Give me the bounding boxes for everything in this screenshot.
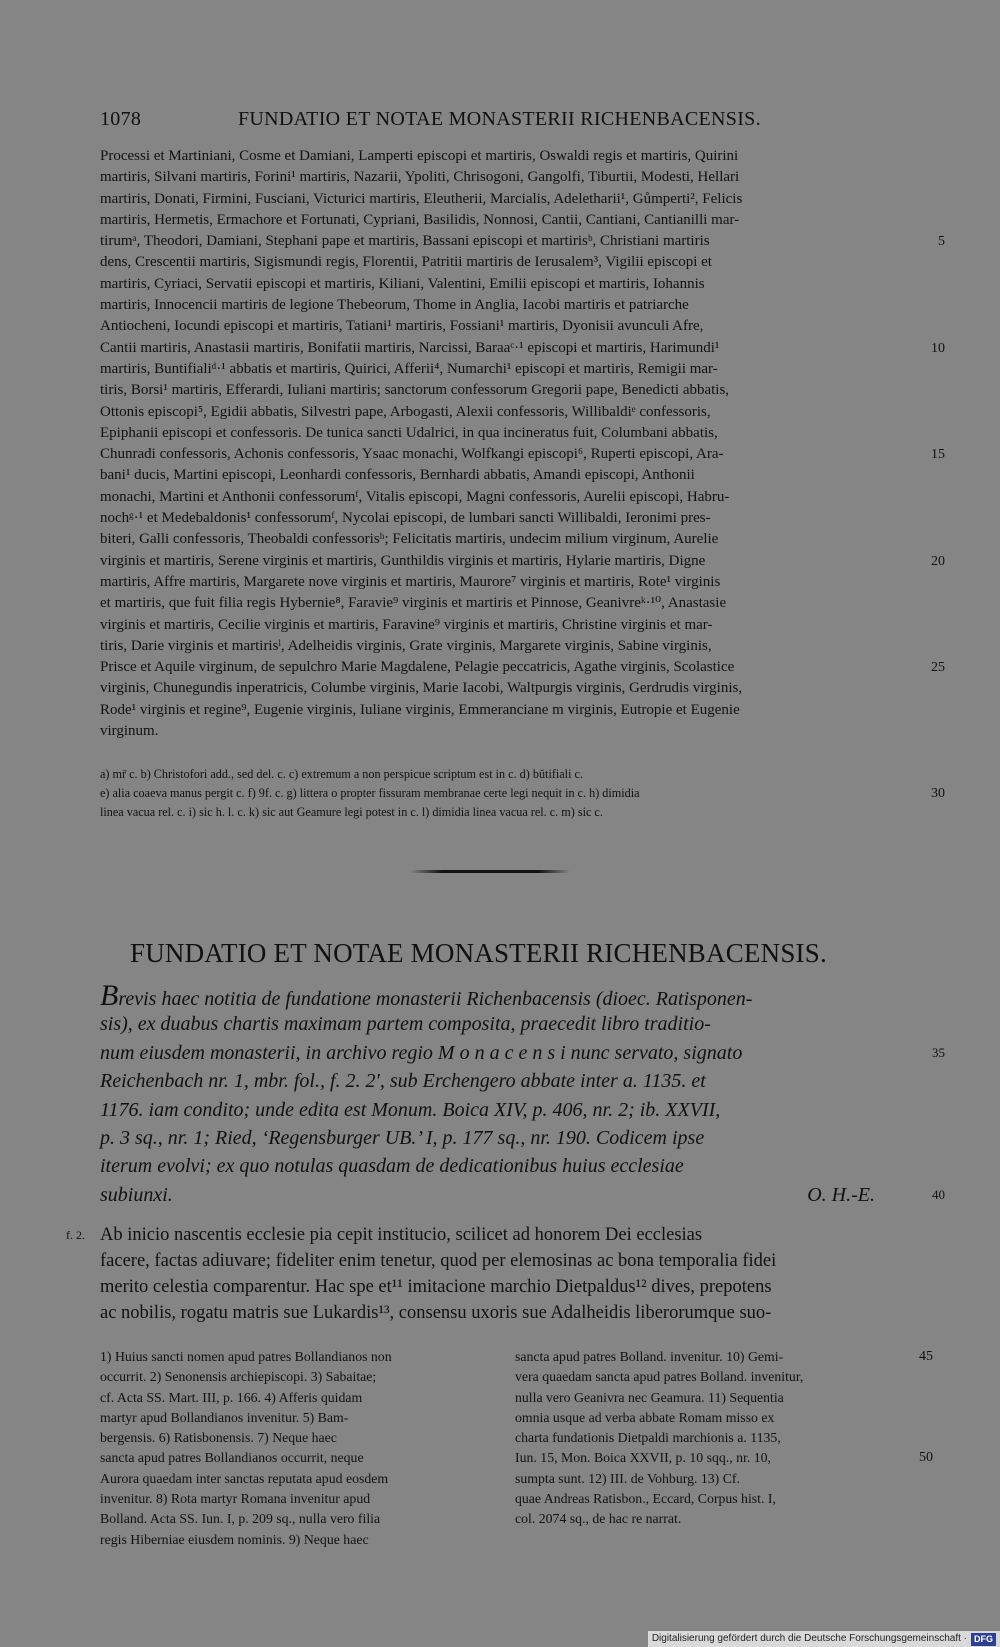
footnote-line bbox=[515, 1347, 933, 1367]
intro-line bbox=[100, 1181, 945, 1209]
footnote-line bbox=[100, 1408, 500, 1428]
litany-line bbox=[100, 444, 945, 465]
litany-line bbox=[100, 657, 945, 678]
footnote-text: 1) Huius sancti nomen apud patres Bollandianos non bbox=[100, 1349, 392, 1364]
footnote-line bbox=[515, 1428, 915, 1448]
footnote-text: cf. Acta SS. Mart. III, p. 166. 4) Afferis quidam bbox=[100, 1389, 363, 1405]
litany-line-text: martiris, Buntifialiᵈ·¹ abbatis et martiris, Quirici, Afferii⁴, Numarchi¹ episcopi et martiris, Remigii mar- bbox=[100, 360, 718, 377]
litany-line-text: Chunradi confessoris, Achonis confessoris, Ysaac monachi, Wolfkangi episcopi⁶, Ruperti episcopi, Ara- bbox=[100, 446, 724, 463]
litany-line-text: Cantii martiris, Anastasii martiris, Bonifatii martiris, Narcissi, Baraaᶜ·¹ episcopi et martiris, Harimundi¹ bbox=[100, 339, 720, 356]
intro-line-text: p. 3 sq., nr. 1; Ried, ‘Regensburger UB.’ I, p. 177 sq., nr. 190. Codicem ipse bbox=[100, 1126, 705, 1149]
litany-line-text: Rode¹ virginis et regine⁹, Eugenie virginis, Iuliane virginis, Emmeranciane m virginis, Eutropie et Eugenie bbox=[100, 701, 740, 718]
footnote-text: col. 2074 sq., de hac re narrat. bbox=[515, 1511, 682, 1527]
text-line-text: ac nobilis, rogatu matris sue Lukardis¹³, consensu uxoris sue Adalheidis liberorumque suo- bbox=[100, 1303, 772, 1323]
litany-line bbox=[100, 465, 915, 486]
litany-line bbox=[100, 615, 915, 636]
litany-line-text: virginis et martiris, Cecilie virginis et martiris, Faravine⁹ virginis et martiris, Christine virginis et mar- bbox=[100, 616, 713, 633]
footnote-line bbox=[515, 1448, 933, 1468]
intro-line-text: 1176. iam condito; unde edita est Monum. Boica XIV, p. 406, nr. 2; ib. XXVII, bbox=[100, 1098, 721, 1121]
litany-line-text: Antiocheni, Iocundi episcopi et martiris, Tatiani¹ martiris, Fossiani¹ martiris, Dyonisii avunculi Afre, bbox=[100, 318, 704, 335]
footnote-line bbox=[515, 1469, 915, 1489]
apparatus-line-text: a) mr̄ c. b) Christofori add., sed del. c. c) extremum a non perspicue scriptum est in c. d) bŭtifiali c. bbox=[100, 767, 583, 781]
litany-line-text: Processi et Martiniani, Cosme et Damiani, Lamperti episcopi et martiris, Oswaldi regis et martiris, Quirini bbox=[100, 148, 739, 164]
footnote-line bbox=[100, 1428, 500, 1448]
intro-line-text: revis haec notitia de fundatione monasterii Richenbacensis (dioec. Ratisponen- bbox=[118, 988, 753, 1010]
line-number: 30 bbox=[931, 786, 945, 801]
line-number: 50 bbox=[919, 1450, 933, 1466]
litany-line-text: martiris, Hermetis, Ermachore et Fortunati, Cypriani, Basilidis, Nonnosi, Cantii, Cantiani, Cantianilli mar- bbox=[100, 211, 740, 228]
intro-line bbox=[100, 1067, 915, 1095]
intro-line bbox=[100, 1124, 915, 1152]
litany-line bbox=[100, 274, 915, 295]
footnote-text: Iun. 15, Mon. Boica XXVII, p. 10 sqq., nr. 10, bbox=[515, 1450, 771, 1466]
litany-line bbox=[100, 167, 915, 188]
folio-margin-note: f. 2. bbox=[66, 1228, 85, 1242]
litany-line-text: Prisce et Aquile virginum, de sepulchro Marie Magdalene, Pelagie peccatricis, Agathe virginis, Scolastice bbox=[100, 659, 735, 676]
footnote-line bbox=[515, 1509, 915, 1529]
intro-line bbox=[100, 979, 915, 1012]
text-line-text: merito celestia comparentur. Hac spe et¹¹ imitacione marchio Dietpaldus¹² dives, prepotens bbox=[100, 1277, 772, 1297]
apparatus-line-text: linea vacua rel. c. i) sic h. l. c. k) sic aut Geamure legi potest in c. l) dimidia linea vacua rel. c. m) sic c. bbox=[100, 805, 603, 819]
footnote-text: regis Hiberniae eiusdem nominis. 9) Neque haec bbox=[100, 1531, 369, 1547]
drop-capital: B bbox=[100, 979, 119, 1012]
litany-line bbox=[100, 189, 915, 210]
footnote-text: martyr apud Bollandianos invenitur. 5) Bam- bbox=[100, 1409, 349, 1425]
footnote-text: sumpta sunt. 12) III. de Vohburg. 13) Cf. bbox=[515, 1470, 740, 1486]
litany-line-text: nochᵍ·¹ et Medebaldonis¹ confessorumᶠ, Nycolai episcopi, de lumbari sancti Willibaldi, Ieronimi pres- bbox=[100, 510, 711, 527]
apparatus-line bbox=[100, 803, 915, 822]
footnote-text: Bolland. Acta SS. Iun. I, p. 209 sq., nulla vero filia bbox=[100, 1511, 381, 1527]
litany-line-text: et martiris, que fuit filia regis Hybernie⁸, Faravie⁹ virginis et martiris et Pinnose, Geanivreᵏ·¹⁰, Anastasie bbox=[100, 595, 727, 612]
intro-line bbox=[100, 1152, 915, 1180]
footnote-text: sancta apud patres Bolland. invenitur. 10) Gemi- bbox=[515, 1349, 784, 1364]
apparatus-line bbox=[100, 765, 915, 784]
litany-line bbox=[100, 636, 915, 657]
intro-line-text: sis), ex duabus chartis maximam partem composita, praecedit libro traditio- bbox=[100, 1013, 711, 1036]
text-line bbox=[100, 1300, 915, 1326]
litany-line bbox=[100, 359, 915, 380]
footnote-line bbox=[515, 1489, 915, 1509]
intro-line bbox=[100, 1039, 945, 1067]
footnote-line bbox=[515, 1367, 915, 1387]
footnote-line bbox=[100, 1367, 500, 1387]
line-number: 45 bbox=[919, 1349, 933, 1364]
running-title: FUNDATIO ET NOTAE MONASTERII RICHENBACENSIS. bbox=[238, 108, 761, 130]
litany-line-text: Epiphanii episcopi et confessoris. De tunica sancti Udalrici, in qua incineratus fuit, Columbani abbatis, bbox=[100, 424, 718, 441]
line-number: 25 bbox=[931, 660, 945, 676]
line-number: 5 bbox=[938, 234, 945, 250]
litany-line-text: martiris, Cyriaci, Servatii episcopi et martiris, Kiliani, Valentini, Emilii episcopi et martiris, Iohannis bbox=[100, 275, 705, 292]
footnotes-right-column bbox=[515, 1347, 933, 1530]
footnotes-left-column bbox=[100, 1347, 500, 1550]
litany-line bbox=[100, 551, 945, 572]
intro-line-text: num eiusdem monasterii, in archivo regio M o n a c e n s i nunc servato, signato bbox=[100, 1041, 743, 1064]
footnote-text: quae Andreas Ratisbon., Eccard, Corpus hist. I, bbox=[515, 1491, 776, 1507]
litany-line-text: martiris, Silvani martiris, Forini¹ martiris, Nazarii, Ypoliti, Chrisogoni, Gangolfi, Tiburtii, Modesti, Hellari bbox=[100, 169, 740, 186]
litany-line-text: monachi, Martini et Anthonii confessorumᶠ, Vitalis episcopi, Magni confessoris, Aurelii episcopi, Habru- bbox=[100, 488, 730, 505]
litany-line-text: tiris, Darie virginis et martirisˡ, Adelheidis virginis, Grate virginis, Margarete virginis, Sabine virginis, bbox=[100, 637, 712, 654]
footnote-line bbox=[100, 1469, 500, 1489]
footnote-text: charta fundationis Dietpaldi marchionis a. 1135, bbox=[515, 1430, 781, 1446]
footnote-line bbox=[515, 1388, 915, 1408]
intro-line-text: iterum evolvi; ex quo notulas quasdam de dedicationibus huius ecclesiae bbox=[100, 1155, 684, 1178]
litany-line bbox=[100, 572, 915, 593]
charter-text bbox=[66, 1222, 915, 1326]
apparatus-line bbox=[100, 784, 945, 803]
footnote-text: bergensis. 6) Ratisbonensis. 7) Neque haec bbox=[100, 1430, 337, 1446]
litany-line bbox=[100, 338, 945, 359]
dfg-logo: DFG bbox=[971, 1633, 996, 1646]
litany-line-text: virginum. bbox=[100, 723, 159, 740]
footnote-line bbox=[100, 1388, 500, 1408]
text-line bbox=[100, 1274, 915, 1300]
litany-line bbox=[100, 231, 945, 252]
litany-line bbox=[100, 487, 915, 508]
litany-line-text: biteri, Galli confessoris, Theobaldi confessorisʰ; Felicitatis martiris, undecim milium virginum, Aurelie bbox=[100, 531, 719, 548]
footnote-line bbox=[100, 1347, 500, 1367]
critical-apparatus bbox=[100, 765, 945, 822]
litany-line bbox=[100, 593, 915, 614]
litany-line bbox=[100, 210, 915, 231]
litany-line-text: Ottonis episcopi⁵, Egidii abbatis, Silvestri pape, Arbogasti, Alexii confessoris, Willibaldiᵉ confessoris, bbox=[100, 403, 711, 420]
text-line bbox=[100, 1248, 915, 1274]
section-title: FUNDATIO ET NOTAE MONASTERII RICHENBACENSIS. bbox=[130, 938, 827, 968]
footnote-text: vera quaedam sancta apud patres Bolland. invenitur, bbox=[515, 1369, 804, 1385]
footnote-line bbox=[100, 1509, 500, 1529]
line-number: 10 bbox=[931, 340, 945, 356]
litany-line-text: martiris, Affre martiris, Margarete nove virginis et martiris, Maurore⁷ virginis et martiris, Rote¹ virginis bbox=[100, 573, 721, 590]
intro-line bbox=[100, 1010, 915, 1038]
litany-line bbox=[100, 252, 915, 273]
litany-line-text: tiris, Borsi¹ martiris, Efferardi, Iuliani martiris; sanctorum confessorum Gregorii pape, Benedicti abbatis, bbox=[100, 382, 730, 399]
line-number: 20 bbox=[931, 553, 945, 569]
footnote-text: occurrit. 2) Senonensis archiepiscopi. 3) Sabaitae; bbox=[100, 1369, 377, 1385]
litany-line-text: martiris, Innocencii martiris de legione Thebeorum, Thome in Anglia, Iacobi martiris et patriarche bbox=[100, 297, 689, 314]
footnote-line bbox=[100, 1448, 500, 1468]
litany-line bbox=[100, 508, 915, 529]
digitization-credit bbox=[648, 1631, 1000, 1647]
page-number: 1078 bbox=[100, 108, 142, 130]
litany-line bbox=[100, 529, 915, 550]
editorial-introduction bbox=[100, 979, 945, 1209]
line-number: 35 bbox=[932, 1044, 945, 1060]
litany-line bbox=[100, 700, 915, 721]
litany-line bbox=[100, 402, 915, 423]
litany-line-text: bani¹ ducis, Martini episcopi, Leonhardi confessoris, Bernhardi abbatis, Amandi episcopi, Anthonii bbox=[100, 467, 695, 484]
text-line bbox=[100, 1222, 915, 1248]
footnote-text: nulla vero Geanivra nec Geamura. 11) Sequentia bbox=[515, 1389, 784, 1405]
litany-line bbox=[100, 721, 915, 742]
litany-line-text: dens, Crescentii martiris, Sigismundi regis, Florentii, Patritii martiris de Ierusalem³, Vigilii episcopi et bbox=[100, 254, 712, 271]
section-divider-rule bbox=[410, 870, 570, 873]
litany-line-text: virginis, Chunegundis inperatricis, Columbe virginis, Marie Iacobi, Waltpurgis virginis, Gerdrudis virginis, bbox=[100, 680, 743, 697]
footnote-line bbox=[515, 1408, 915, 1428]
footnote-text: omnia usque ad verba abbate Romam misso ex bbox=[515, 1409, 775, 1425]
credit-text: Digitalisierung gefördert durch die Deutsche Forschungsgemeinschaft · bbox=[651, 1633, 967, 1644]
litany-line bbox=[100, 295, 915, 316]
intro-line bbox=[100, 1096, 915, 1124]
intro-line-text: Reichenbach nr. 1, mbr. fol., f. 2. 2′, sub Erchengero abbate inter a. 1135. et bbox=[100, 1070, 706, 1093]
litany-line bbox=[100, 380, 915, 401]
footnote-text: invenitur. 8) Rota martyr Romana invenitur apud bbox=[100, 1491, 371, 1507]
litany-line bbox=[100, 146, 915, 167]
litany-line-text: virginis et martiris, Serene virginis et martiris, Gunthildis virginis et martiris, Hylarie martiris, Digne bbox=[100, 552, 706, 569]
litany-of-saints bbox=[100, 146, 945, 742]
litany-line-text: tirumᵃ, Theodori, Damiani, Stephani pape et martiris, Bassani episcopi et martirisᵇ, Christiani martiris bbox=[100, 233, 710, 250]
line-number: 40 bbox=[932, 1186, 945, 1202]
apparatus-line-text: e) alia coaeva manus pergit c. f) 9f. c. g) littera o propter fissuram membranae certe legi nequit in c. h) dimidia bbox=[100, 786, 640, 800]
footnote-line bbox=[100, 1530, 500, 1550]
text-line-text: Ab inicio nascentis ecclesie pia cepit institucio, scilicet ad honorem Dei ecclesias bbox=[100, 1225, 703, 1245]
litany-line-text: martiris, Donati, Firmini, Fusciani, Victurici martiris, Eleutherii, Marcialis, Adeletharii¹, Gůmperti², Felicis bbox=[100, 190, 743, 207]
litany-line bbox=[100, 678, 915, 699]
intro-line-text: subiunxi. bbox=[100, 1183, 173, 1206]
litany-line bbox=[100, 316, 915, 337]
litany-line bbox=[100, 423, 915, 444]
footnote-text: Aurora quaedam inter sanctas reputata apud eosdem bbox=[100, 1470, 389, 1486]
footnote-line bbox=[100, 1489, 500, 1509]
line-number: 15 bbox=[931, 447, 945, 463]
text-line-text: facere, factas adiuvare; fideliter enim tenetur, quod per elemosinas ac bona temporalia fidei bbox=[100, 1251, 777, 1271]
footnote-text: sancta apud patres Bollandianos occurrit, neque bbox=[100, 1450, 364, 1466]
editor-signature: O. H.-E. bbox=[807, 1183, 875, 1206]
